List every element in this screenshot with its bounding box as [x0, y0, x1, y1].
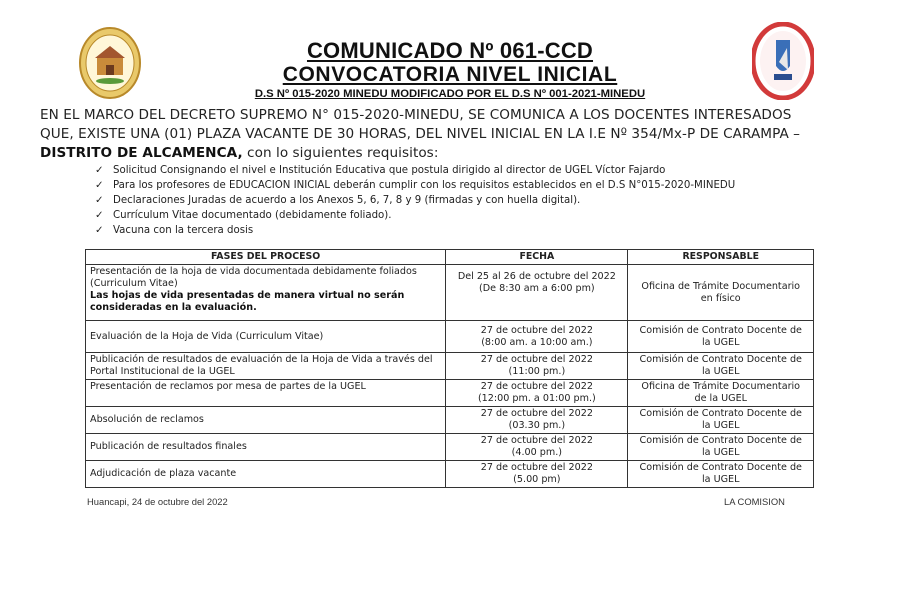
table-header-row [86, 250, 814, 265]
requirements-list [95, 163, 815, 238]
date-cell: 27 de octubre del 2022 (11:00 pm.) [446, 353, 628, 380]
table-row [86, 265, 814, 321]
date-cell: 27 de octubre del 2022 (8:00 am. a 10:00 am.) [446, 321, 628, 353]
requirement-item: ✓ Solicitud Consignando el nivel e Institución Educativa que postula dirigido al director de UGEL Víctor Fajardo [95, 165, 666, 176]
phase-cell: Publicación de resultados de evaluación de la Hoja de Vida a través del Portal Institucional de la UGEL [86, 353, 446, 380]
checkmark-icon: ✓ [95, 180, 104, 191]
phase-cell: Publicación de resultados finales [86, 434, 446, 461]
place-and-date: Huancapi, 24 de octubre del 2022 [87, 496, 228, 507]
responsible-cell: Comisión de Contrato Docente de la UGEL [628, 353, 814, 380]
table-row [86, 380, 814, 407]
virtual-cv-warning: Las hojas de vida presentadas de manera virtual no serán consideradas en la evaluación. [90, 290, 405, 313]
responsible-cell: Comisión de Contrato Docente de la UGEL [628, 434, 814, 461]
table-row [86, 461, 814, 488]
intro-line-2: QUE, EXISTE UNA (01) PLAZA VACANTE DE 30 HORAS, DEL NIVEL INICIAL EN LA I.E Nº 354/Mx-P DE CARAMPA – [40, 126, 801, 142]
table-row [86, 434, 814, 461]
intro-line-3-rest: con lo siguientes requisitos: [242, 145, 439, 161]
signature-commission: LA COMISION [724, 496, 785, 507]
responsible-cell: Comisión de Contrato Docente de la UGEL [628, 321, 814, 353]
phase-cell: Adjudicación de plaza vacante [86, 461, 446, 488]
phase-cell: Presentación de la hoja de vida documentada debidamente foliados (Curriculum Vitae) Las hojas de vida presentadas de manera virtual no serán consideradas en la evaluación. [86, 265, 446, 321]
responsible-cell: Oficina de Trámite Documentario en físico [628, 265, 814, 321]
header-responsible: RESPONSABLE [628, 250, 814, 265]
date-cell: Del 25 al 26 de octubre del 2022 (De 8:30 am a 6:00 pm) [446, 265, 628, 321]
header-phases: FASES DEL PROCESO [86, 250, 446, 265]
date-cell: 27 de octubre del 2022 (12:00 pm. a 01:00 pm.) [446, 380, 628, 407]
process-schedule-table [85, 249, 814, 488]
date-cell: 27 de octubre del 2022 (5.00 pm) [446, 461, 628, 488]
checkmark-icon: ✓ [95, 165, 104, 176]
date-cell: 27 de octubre del 2022 (03.30 pm.) [446, 407, 628, 434]
header-date: FECHA [446, 250, 628, 265]
phase-cell: Absolución de reclamos [86, 407, 446, 434]
responsible-cell: Comisión de Contrato Docente de la UGEL [628, 407, 814, 434]
intro-line-3 [40, 144, 880, 163]
responsible-cell: Comisión de Contrato Docente de la UGEL [628, 461, 814, 488]
date-cell: 27 de octubre del 2022 (4.00 pm.) [446, 434, 628, 461]
convocation-subtitle: CONVOCATORIA NIVEL INICIAL [282, 63, 618, 86]
responsible-cell: Oficina de Trámite Documentario de la UGEL [628, 380, 814, 407]
phase-cell: Presentación de reclamos por mesa de partes de la UGEL [86, 380, 446, 407]
checkmark-icon: ✓ [95, 225, 104, 236]
requirement-item: ✓ Declaraciones Juradas de acuerdo a los Anexos 5, 6, 7, 8 y 9 (firmadas y con huella digital). [95, 195, 581, 206]
table-row [86, 353, 814, 380]
decree-reference: D.S Nº 015-2020 MINEDU MODIFICADO POR EL D.S Nº 001-2021-MINEDU [254, 88, 646, 100]
requirement-item: ✓ Currículum Vitae documentado (debidamente foliado). [95, 210, 392, 221]
checkmark-icon: ✓ [95, 210, 104, 221]
phase-cell: Evaluación de la Hoja de Vida (Curriculum Vitae) [86, 321, 446, 353]
district-name: DISTRITO DE ALCAMENCA, [40, 145, 243, 161]
requirement-item: ✓ Para los profesores de EDUCACION INICIAL deberán cumplir con los requisitos establecidos en el D.S N°015-2020-MINEDU [95, 180, 736, 191]
intro-line-1: EN EL MARCO DEL DECRETO SUPREMO N° 015-2020-MINEDU, SE COMUNICA A LOS DOCENTES INTERESADOS [40, 107, 792, 123]
communique-title: COMUNICADO Nº 061-CCD [306, 38, 594, 63]
table-row [86, 321, 814, 353]
table-row [86, 407, 814, 434]
intro-paragraph [40, 106, 880, 163]
requirement-item: ✓ Vacuna con la tercera dosis [95, 225, 254, 236]
checkmark-icon: ✓ [95, 195, 104, 206]
